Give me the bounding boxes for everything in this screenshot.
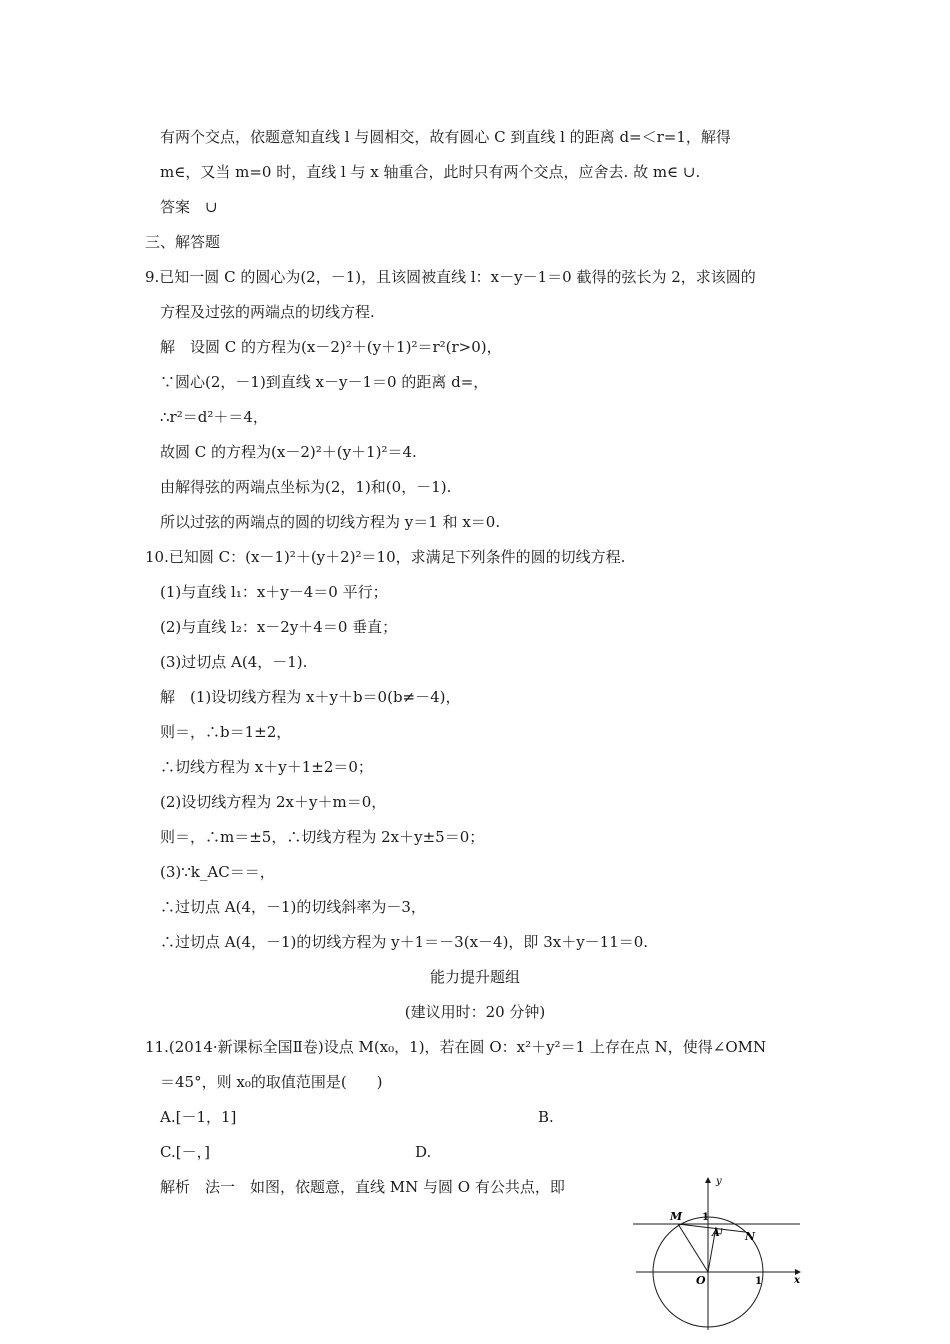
solution-9-line-4: 故圆 C 的方程为(x－2)²＋(y＋1)²＝4. [160,443,417,461]
solution-10-line-7: ∴过切点 A(4，－1)的切线斜率为－3， [160,898,426,916]
label-a: A [712,1228,720,1239]
option-d: D. [415,1143,432,1161]
suggested-time: (建议用时：20 分钟) [404,1003,546,1021]
text-line-1: 有两个交点，依题意知直线 l 与圆相交，故有圆心 C 到直线 l 的距离 d=＜r=1，解得 [160,128,731,146]
solution-9-line-2: ∵圆心(2，－1)到直线 x－y－1＝0 的距离 d=， [160,373,489,391]
option-a: A.[－1，1] [160,1108,237,1126]
label-one-right: 1 [755,1276,762,1287]
segment-om [678,1224,708,1272]
problem-9-line-2: 方程及过弦的两端点的切线方程. [160,303,375,321]
problem-10-item-2: (2)与直线 l₂：x－2y＋4＝0 垂直； [160,618,398,636]
problem-10-line-1: 10.已知圆 C：(x－1)²＋(y＋2)²＝10，求满足下列条件的圆的切线方程. [145,548,626,566]
solution-10-line-4: (2)设切线方程为 2x＋y＋m＝0， [160,793,387,811]
circle-figure [628,1170,808,1330]
label-m: M [670,1210,683,1223]
problem-11-line-1: 11.(2014·新课标全国Ⅱ卷)设点 M(x₀，1)，若在圆 O：x²＋y²＝1 上存在点 N，使得∠OMN [145,1038,767,1056]
y-axis-label: y [716,1176,722,1187]
analysis-line-1: 解析 法一 如图，依题意，直线 MN 与圆 O 有公共点，即 [160,1178,565,1196]
option-c: C.[－，] [160,1143,210,1161]
solution-10-line-5: 则＝，∴m＝±5，∴切线方程为 2x＋y±5＝0； [160,828,485,846]
problem-9-line-1: 9.已知一圆 C 的圆心为(2，－1)，且该圆被直线 l：x－y－1＝0 截得的弦长为 2，求该圆的 [145,268,756,286]
problem-11-line-2: ＝45°，则 x₀的取值范围是( ) [160,1073,383,1091]
solution-10-line-3: ∴切线方程为 x＋y＋1±2＝0； [160,758,373,776]
label-o: O [696,1274,706,1287]
problem-10-item-1: (1)与直线 l₁：x＋y－4＝0 平行； [160,583,388,601]
solution-10-line-6: (3)∵k_AC＝＝， [160,863,275,881]
solution-9-line-1: 解 设圆 C 的方程为(x－2)²＋(y＋1)²＝r²(r>0)， [160,338,502,356]
text-line-2: m∈，又当 m=0 时，直线 l 与 x 轴重合，此时只有两个交点，应舍去. 故 m∈ ∪. [160,163,701,181]
option-b: B. [538,1108,554,1126]
solution-10-line-1: 解 (1)设切线方程为 x＋y＋b＝0(b≠－4)， [160,688,461,706]
label-one-top: 1 [702,1212,709,1223]
problem-10-item-3: (3)过切点 A(4，－1). [160,653,308,671]
solution-9-line-3: ∴r²＝d²＋＝4， [160,408,268,426]
solution-9-line-5: 由解得弦的两端点坐标为(2，1)和(0，－1). [160,478,452,496]
x-axis-label: x [794,1275,800,1286]
solution-10-line-8: ∴过切点 A(4，－1)的切线方程为 y＋1＝－3(x－4)，即 3x＋y－11＝0. [160,933,649,951]
answer-line: 答案 ∪ [160,198,218,216]
label-n: N [745,1230,756,1243]
solution-9-line-6: 所以过弦的两端点的圆的切线方程为 y＝1 和 x＝0. [160,513,501,531]
section-heading: 三、解答题 [145,233,221,251]
solution-10-line-2: 则＝，∴b＝1±2， [160,723,292,741]
group-title: 能力提升题组 [429,968,520,986]
